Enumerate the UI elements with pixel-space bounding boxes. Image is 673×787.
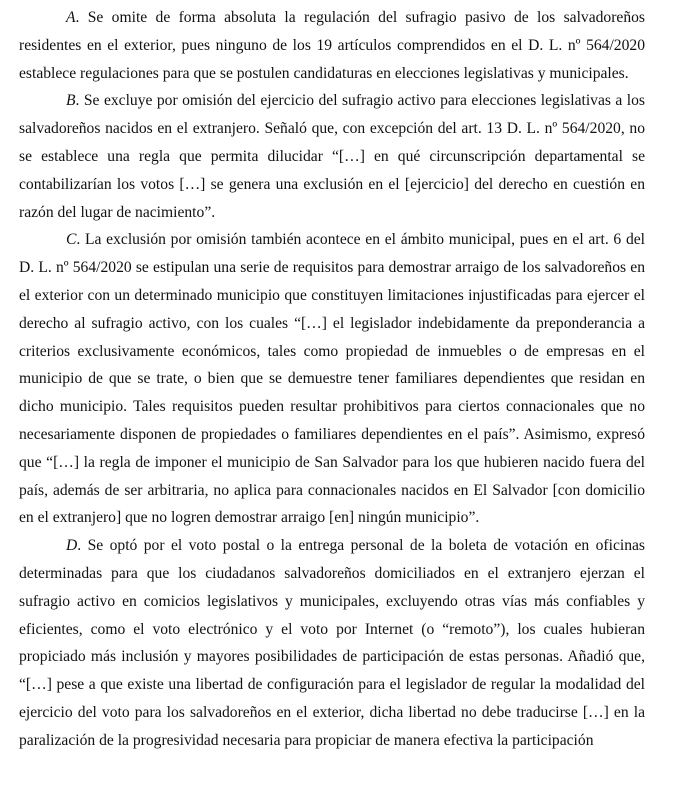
paragraph-a-text: . Se omite de forma absoluta la regulación del sufragio pasivo de los salvadoreños residentes en el exterior, pues ninguno de los 19 artículos comprendidos en el D. L. nº 564/2020 establece regulaciones para que se postulen candidaturas en elecciones legislativas y municipales. [19, 9, 645, 82]
paragraph-a-marker: A [66, 9, 76, 26]
paragraph-d-text: . Se optó por el voto postal o la entrega personal de la boleta de votación en oficinas determinadas para que los ciudadanos salvadoreños domiciliados en el extranjero ejerzan el sufragio activo en comicios legislativos y municipales, excluyendo otras vías más confiables y eficientes, como el voto electrónico y el voto por Internet (o “remoto”), los cuales hubieran propiciado más inclusión y mayores posibilidades de participación de estas personas. Añadió que, “[…] pese a que existe una libertad de configuración para el legislador de regular la modalidad del ejercicio del voto para los salvadoreños en el exterior, dicha libertad no debe traducirse […] en la paralización de la progresividad necesaria para propiciar de manera efectiva la participación [19, 537, 645, 749]
paragraph-d [19, 532, 645, 754]
document-page [19, 4, 645, 755]
paragraph-b-marker: B [66, 92, 76, 110]
paragraph-b [19, 87, 645, 226]
paragraph-d-marker: D [66, 537, 78, 555]
paragraph-c [19, 226, 645, 532]
paragraph-c-text: . La exclusión por omisión también acontece en el ámbito municipal, pues en el art. 6 del D. L. nº 564/2020 se estipulan una serie de requisitos para demostrar arraigo de los salvadoreños en el exterior con un determinado municipio que constituyen limitaciones injustificadas para ejercer el derecho al sufragio activo, con los cuales “[…] el legislador indebidamente da preponderancia a criterios exclusivamente económicos, tales como propiedad de inmuebles o de empresas en el municipio de que se trate, o bien que se demuestre tener familiares dependientes que residan en dicho municipio. Tales requisitos pueden resultar prohibitivos para ciertos connacionales que no necesariamente disponen de propiedades o familiares dependientes en el país”. Asimismo, expresó que “[…] la regla de imponer el municipio de San Salvador para los que hubieren nacido fuera del país, además de ser arbitraria, no aplica para connacionales nacidos en El Salvador [con domicilio en el extranjero] que no logren demostrar arraigo [en] ningún municipio”. [19, 231, 645, 527]
paragraph-a [19, 4, 645, 87]
paragraph-c-marker: C [66, 231, 77, 249]
paragraph-b-text: . Se excluye por omisión del ejercicio del sufragio activo para elecciones legislativas a los salvadoreños nacidos en el extranjero. Señaló que, con excepción del art. 13 D. L. nº 564/2020, no se establece una regla que permita dilucidar “[…] en qué circunscripción departamental se contabilizarían los votos […] se genera una exclusión en el [ejercicio] del derecho en cuestión en razón del lugar de nacimiento”. [19, 92, 645, 221]
